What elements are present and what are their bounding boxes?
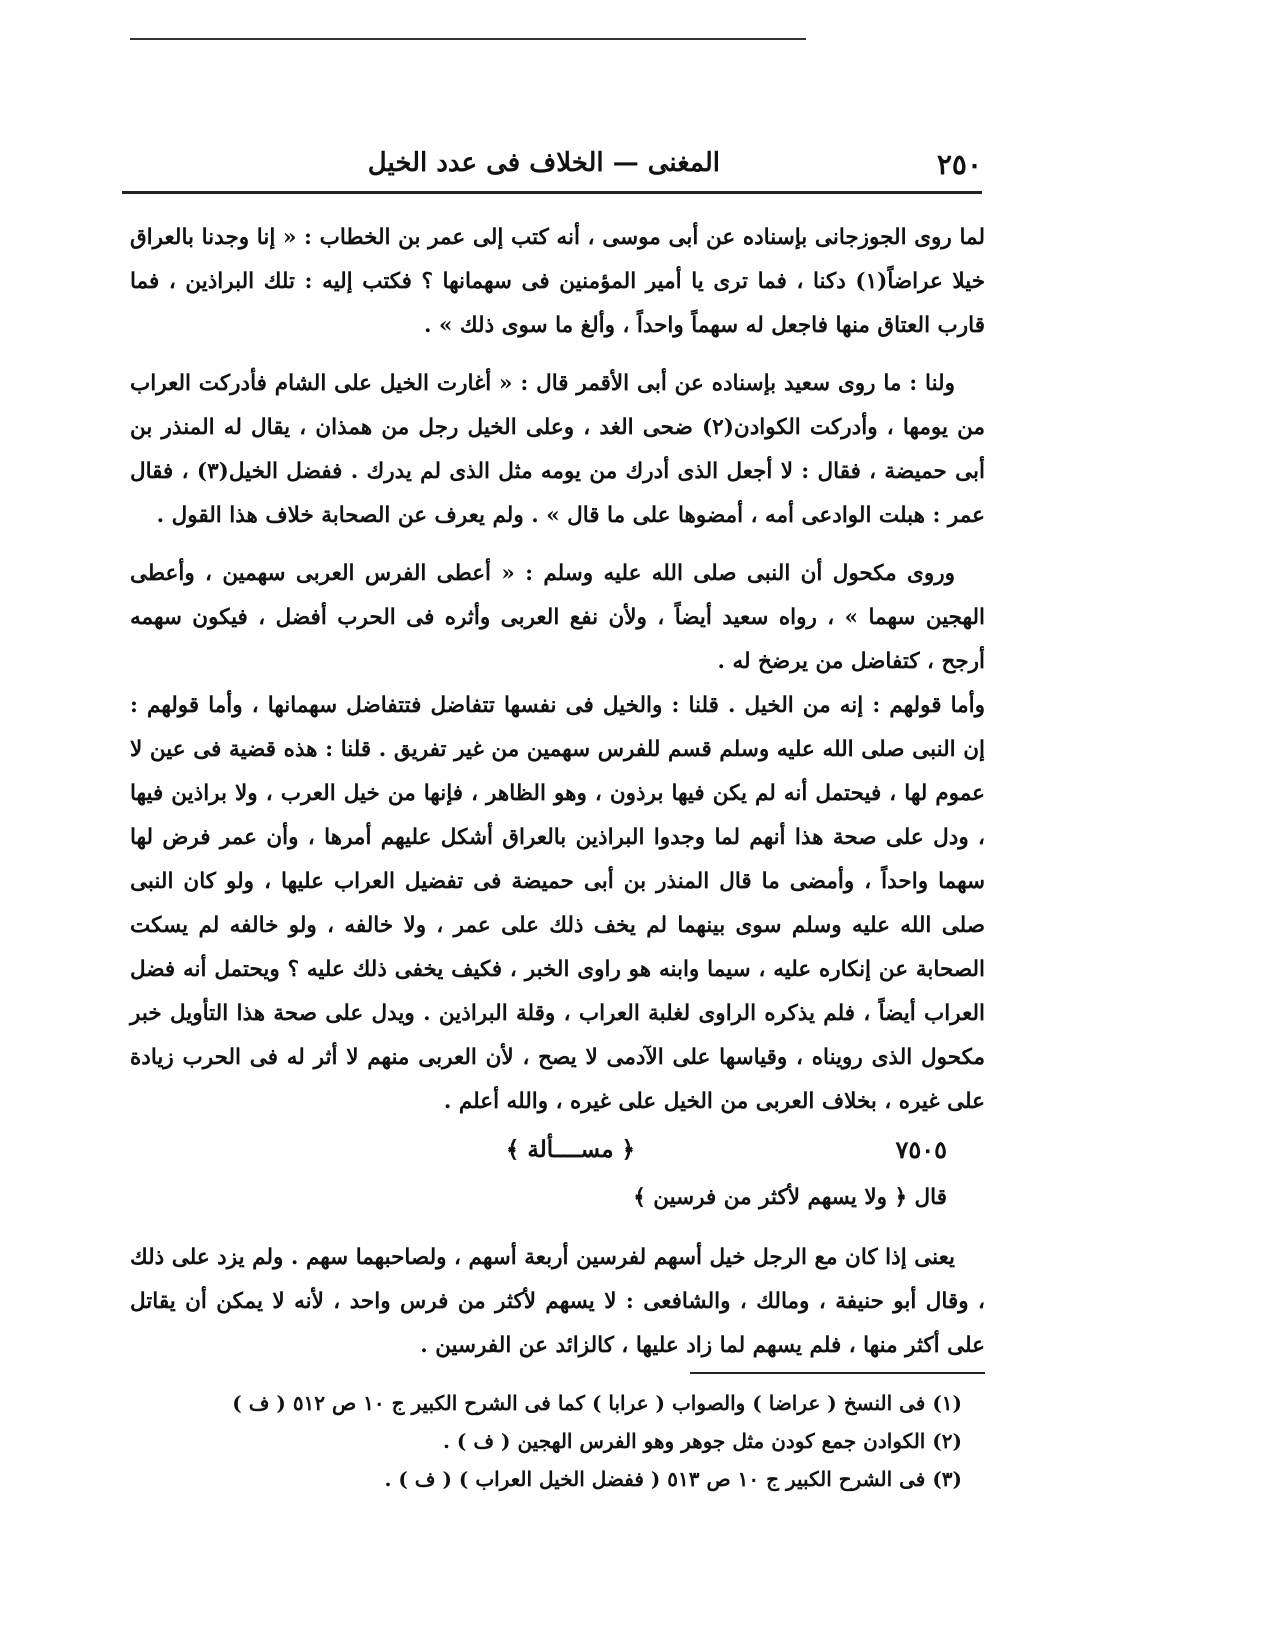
main-text xyxy=(130,216,985,1368)
top-rule xyxy=(130,38,806,40)
footnote: (١) فى النسخ ( عراضا ) والصواب ( عرابا ) كما فى الشرح الكبير ج ١٠ ص ٥١٢ ( ف ) xyxy=(232,1391,962,1415)
footnote: (٣) فى الشرح الكبير ج ١٠ ص ٥١٣ ( ففضل الخيل العراب ) ( ف ) . xyxy=(384,1467,962,1491)
masala-title: ﴿ مســــألة ﴾ xyxy=(505,1136,635,1163)
paragraph: وأما قولهم : إنه من الخيل . قلنا : والخيل فى نفسها تتفاضل فتتفاضل سهمانها ، وأما قولهم : إن النبى صلى الله عليه وسلم قسم للفرس سهمين من غير تفريق . قلنا : هذه قضية فى عين لا عموم لها ، فيحتمل أنه لم يكن فيها برذون ، وهو الظاهر ، فإنها من خيل العرب ، ولا براذين فيها ، ودل على صحة هذا أنهم لما وجدوا البراذين بالعراق أشكل عليهم أمرها ، وأن عمر فرض لها سهما واحداً ، وأمضى ما قال المنذر بن أبى حميضة فى تفضيل العراب عليها ، ولو كان النبى صلى الله عليه وسلم سوى بينهما لم يخف ذلك على عمر ، ولا خالفه ، ولو خالفه لم يسكت الصحابة عن إنكاره عليه ، سيما وابنه هو راوى الخبر ، فكيف يخفى ذلك عليه ؟ ويحتمل أنه فضل العراب أيضاً ، فلم يذكره الراوى لغلبة العراب ، وقلة البراذين . ويدل على صحة هذا التأويل خبر مكحول الذى رويناه ، وقياسها على الآدمى لا يصح ، لأن العربى منهم لا أثر له فى الحرب زيادة على غيره ، بخلاف العربى من الخيل على غيره ، والله أعلم . xyxy=(130,693,985,1114)
footnotes xyxy=(232,1384,962,1498)
paragraph: وروى مكحول أن النبى صلى الله عليه وسلم : « أعطى الفرس العربى سهمين ، وأعطى الهجين سهما » ، رواه سعيد أيضاً ، ولأن نفع العربى وأثره فى الحرب أفضل ، فيكون سهمه أرجح ، كتفاضل من يرضخ له . xyxy=(130,561,985,674)
footnote: (٢) الكوادن جمع كودن مثل جوهر وهو الفرس الهجين ( ف ) . xyxy=(442,1429,962,1453)
masala-heading xyxy=(130,1128,985,1172)
running-title: المغنى — الخلاف فى عدد الخيل xyxy=(367,148,720,178)
footnote-rule xyxy=(690,1372,985,1374)
paragraph: لما روى الجوزجانى بإسناده عن أبى موسى ، أنه كتب إلى عمر بن الخطاب : « إنا وجدنا بالعراق خيلا عراضاً(١) دكنا ، فما ترى يا أمير المؤمنين فى سهمانها ؟ فكتب إليه : تلك البراذين ، فما قارب العتاق منها فاجعل له سهماً واحداً ، وألغ ما سوى ذلك » . xyxy=(130,225,985,338)
page-header xyxy=(122,148,982,188)
header-rule xyxy=(122,191,982,194)
paragraph: يعنى إذا كان مع الرجل خيل أسهم لفرسين أربعة أسهم ، ولصاحبهما سهم . ولم يزد على ذلك ، وقال أبو حنيفة ، ومالك ، والشافعى : لا يسهم لأكثر من فرس واحد ، لأنه لا يمكن أن يقاتل على أكثر منها ، فلم يسهم لما زاد عليها ، كالزائد عن الفرسين . xyxy=(130,1245,985,1358)
paragraph: ولنا : ما روى سعيد بإسناده عن أبى الأقمر قال : « أغارت الخيل على الشام فأدركت العراب من يومها ، وأدركت الكوادن(٢) ضحى الغد ، وعلى الخيل رجل من همذان ، يقال له المنذر بن أبى حميضة ، فقال : لا أجعل الذى أدرك من يومه مثل الذى لم يدرك . ففضل الخيل(٣) ، فقال عمر : هبلت الوادعى أمه ، أمضوها على ما قال » . ولم يعرف عن الصحابة خلاف هذا القول . xyxy=(130,371,985,528)
masala-number: ٧٥٠٥ xyxy=(895,1135,947,1164)
masala-statement: قال ﴿ ولا يسهم لأكثر من فرسين ﴾ xyxy=(633,1185,947,1210)
page-number: ٢٥٠ xyxy=(936,148,982,181)
